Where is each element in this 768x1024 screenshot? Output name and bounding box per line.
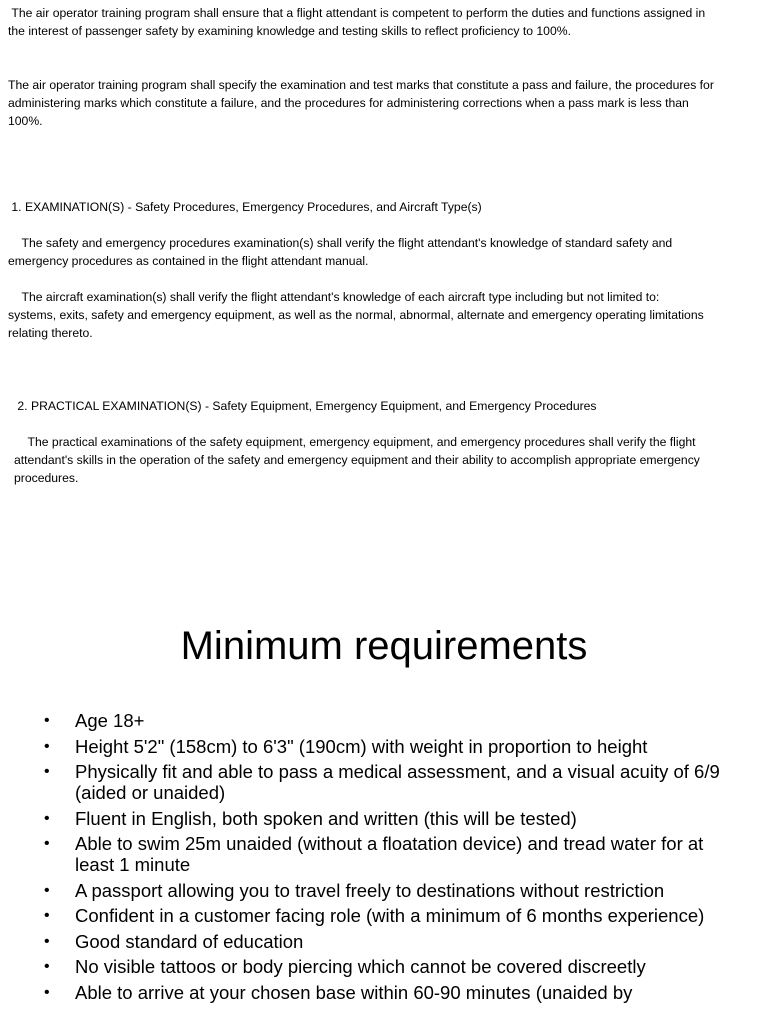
bullet-icon: • xyxy=(44,907,50,924)
list-item xyxy=(44,761,734,803)
bullet-icon: • xyxy=(44,809,50,827)
safety-exam-paragraph: The safety and emergency procedures examination(s) shall verify the flight attendant's knowledge of standard safety and emergency procedures as contained in the flight attendant manual. xyxy=(8,236,676,268)
list-item-text: Fluent in English, both spoken and written (this will be tested) xyxy=(75,807,577,829)
practical-exam-heading: 2. PRACTICAL EXAMINATION(S) - Safety Equipment, Emergency Equipment, and Emergency Procedures xyxy=(14,399,597,413)
list-item-text: Age 18+ xyxy=(75,710,145,731)
list-item-text: Good standard of education xyxy=(75,930,304,952)
bullet-icon: • xyxy=(44,881,50,899)
bullet-icon: • xyxy=(44,763,50,780)
list-item-text: Confident in a customer facing role (with a minimum of 6 months experience) xyxy=(75,905,705,926)
list-item-text: Physically fit and able to pass a medical assessment, and a visual acuity of 6/9 (aided or unaided) xyxy=(75,761,720,803)
list-item xyxy=(44,833,734,875)
list-item-text: Able to arrive at your chosen base within 60-90 minutes (unaided by xyxy=(75,981,633,1003)
list-item xyxy=(44,736,734,757)
list-item xyxy=(44,905,734,926)
bullet-icon: • xyxy=(44,712,50,729)
bullet-icon: • xyxy=(44,958,50,975)
list-item-text: No visible tattoos or body piercing which cannot be covered discreetly xyxy=(75,956,646,977)
list-item-text: Height 5'2" (158cm) to 6'3" (190cm) with weight in proportion to height xyxy=(75,735,648,757)
practical-exam-paragraph: The practical examinations of the safety equipment, emergency equipment, and emergency procedures shall verify the flight attendant's skills in the operation of the safety and emergency equipment and their ability to accomplish appropriate emergency procedures. xyxy=(14,435,704,485)
bullet-icon: • xyxy=(44,932,50,950)
list-item xyxy=(44,956,734,977)
list-item-text: A passport allowing you to travel freely to destinations without restriction xyxy=(75,879,665,901)
list-item xyxy=(44,880,734,901)
list-item xyxy=(44,931,734,952)
list-item xyxy=(44,982,734,1003)
exam-marks-paragraph: The air operator training program shall specify the examination and test marks that constitute a pass and failure, the procedures for administering marks which constitute a failure, and the procedures for administering corrections when a pass mark is less than 100%. xyxy=(8,78,718,128)
bullet-icon: • xyxy=(44,835,50,852)
bullet-icon: • xyxy=(44,737,50,755)
list-item xyxy=(44,808,734,829)
requirements-list xyxy=(44,710,734,1007)
bullet-icon: • xyxy=(44,983,50,1001)
minimum-requirements-slide xyxy=(0,560,768,1024)
list-item xyxy=(44,710,734,731)
aircraft-exam-paragraph: The aircraft examination(s) shall verify the flight attendant's knowledge of each aircraft type including but not limited to: systems, exits, safety and emergency equipment, as well as the normal, abnormal, alternate and emergency operating limitations relating thereto. xyxy=(8,290,708,340)
examination-heading: 1. EXAMINATION(S) - Safety Procedures, Emergency Procedures, and Aircraft Type(s) xyxy=(8,200,482,214)
intro-paragraph: The air operator training program shall ensure that a flight attendant is competent to perform the duties and functions assigned in the interest of passenger safety by examining knowledge and testing skills to reflect proficiency to 100%. xyxy=(8,6,709,38)
list-item-text: Able to swim 25m unaided (without a floatation device) and tread water for at least 1 minute xyxy=(75,833,704,875)
slide-title: Minimum requirements xyxy=(180,624,588,668)
